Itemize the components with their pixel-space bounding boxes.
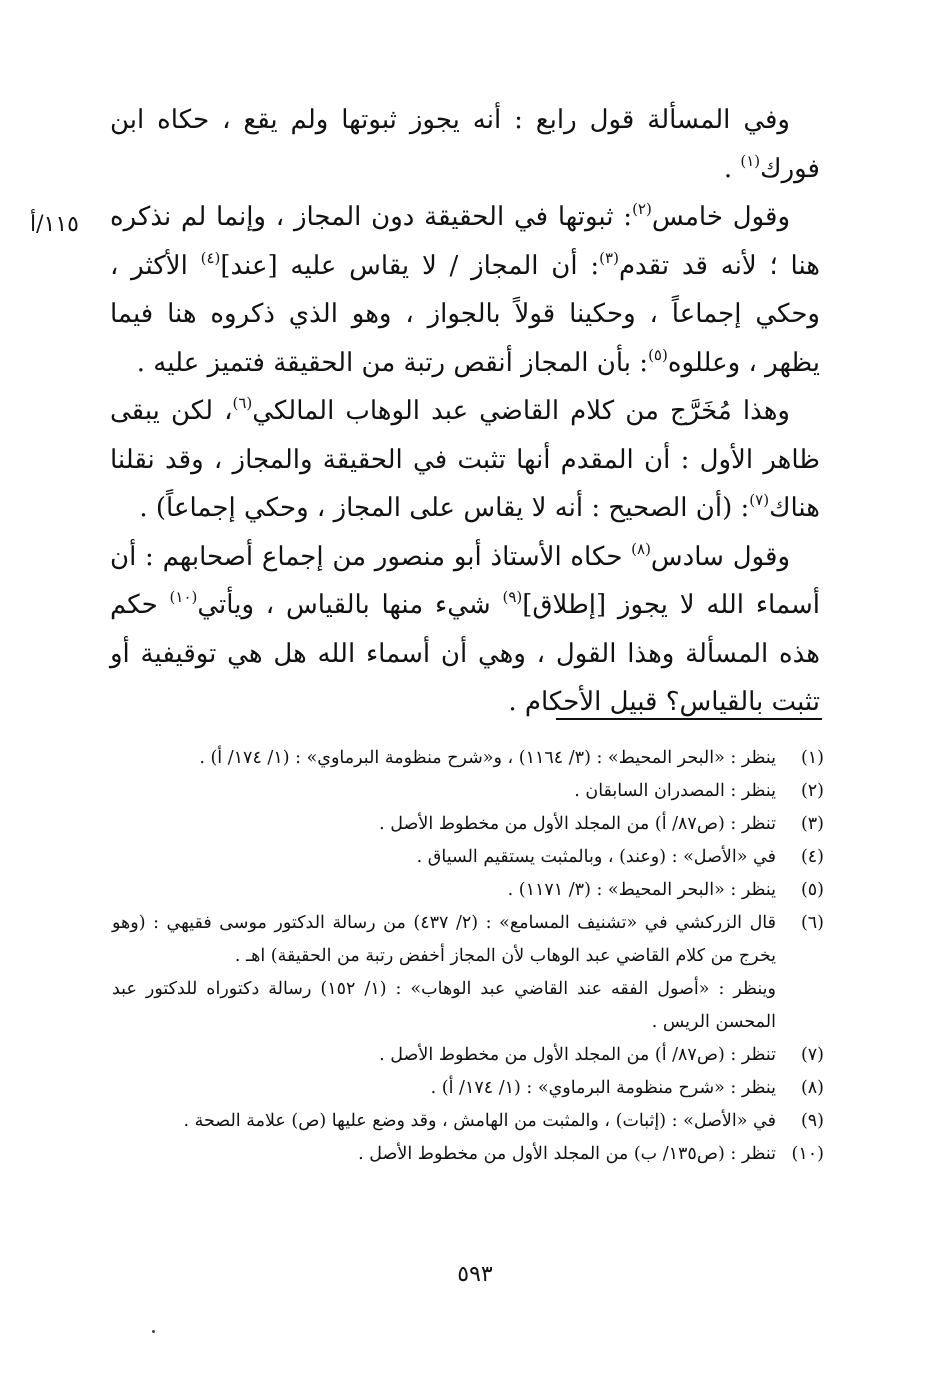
paragraph-1 <box>110 96 820 193</box>
footnote-line: ينظر : «شرح منظومة البرماوي» : (١/ ١٧٤/ أ) . <box>430 1078 776 1098</box>
footnote-number: (١٠) <box>791 1144 824 1164</box>
text-run: : ثبوتها في الحقيقة دون المجاز ، وإنما لم نذكره هنا ؛ لأنه قد تقدم <box>110 202 821 281</box>
footnote-marker: (٣) <box>599 248 619 267</box>
footnote-item <box>112 775 824 808</box>
main-text <box>110 96 820 727</box>
footnote-marker: (٩) <box>502 588 523 606</box>
text-run: ، لكن يبقى ظاهر الأول : أن المقدم أنها تثبت في الحقيقة والمجاز ، وقد نقلنا هناك <box>110 396 820 523</box>
footnote-marker: (٧) <box>749 491 770 509</box>
footnote-number: (٨) <box>800 1078 824 1098</box>
footnote-line: ينظر : «البحر المحيط» : (٣/ ١١٧١) . <box>507 880 776 900</box>
text-run: وقول خامس <box>651 202 791 232</box>
footnote-line: تنظر : (ص٨٧/ أ) من المجلد الأول من مخطوط الأصل . <box>379 1045 776 1065</box>
page-number: ٥٩٣ <box>457 1262 493 1287</box>
footnote-line: ينظر : المصدران السابقان . <box>574 781 776 801</box>
footnote-item <box>112 1039 824 1072</box>
footnote-line: في «الأصل» : (إثبات) ، والمثبت من الهامش ، وقد وضع عليها (ص) علامة الصحة . <box>183 1111 776 1131</box>
footnote-item <box>112 742 824 775</box>
manuscript-folio-reference: ١١٥/أ <box>30 212 79 237</box>
footnote-text <box>112 907 776 1039</box>
footnote-text <box>112 841 776 874</box>
footnote-item <box>112 1072 824 1105</box>
footnote-number: (٩) <box>800 1111 824 1131</box>
paragraph-2 <box>110 193 820 387</box>
footnote-text <box>112 808 776 841</box>
footnote-item <box>112 1138 824 1171</box>
footnote-text <box>112 874 776 907</box>
text-run: وهذا مُخَرَّج من كلام القاضي عبد الوهاب المالكي <box>252 396 790 426</box>
footnote-number: (٣) <box>800 814 824 834</box>
text-run: : بأن المجاز أنقص رتبة من الحقيقة فتميز عليه . <box>136 347 649 378</box>
footnote-text <box>112 1072 776 1105</box>
footnote-line: في «الأصل» : (وعند) ، وبالمثبت يستقيم السياق . <box>416 847 776 867</box>
text-run: : (أن الصحيح : أنه لا يقاس على المجاز ، وحكي إجماعاً) . <box>139 493 750 523</box>
footnote-number: (٦) <box>800 913 824 933</box>
footnote-marker: (١٠) <box>169 588 198 606</box>
footnote-divider <box>556 718 822 720</box>
text-run: وقول سادس <box>650 541 790 572</box>
text-run: وفي المسألة قول رابع : أنه يجوز ثبوتها ولم يقع ، حكاه ابن فورك <box>110 105 820 184</box>
footnote-item <box>112 841 824 874</box>
text-run: حكاه الأستاذ أبو منصور من إجماع أصحابهم : أن أسماء الله لا يجوز [إطلاق] <box>110 541 821 620</box>
footnote-item <box>112 907 824 1039</box>
footnote-text <box>112 1138 776 1171</box>
footnote-text <box>112 1105 776 1138</box>
footnote-number: (٧) <box>800 1045 824 1065</box>
text-run: . <box>723 153 741 184</box>
scan-speck <box>152 1330 155 1333</box>
footnote-number: (٥) <box>800 880 824 900</box>
paragraph-4 <box>110 533 820 727</box>
footnote-number: (١) <box>800 748 824 768</box>
text-run: : أن المجاز / لا يقاس عليه [عند] <box>220 250 600 281</box>
footnote-line: وينظر : «أصول الفقه عند القاضي عبد الوهاب» : (١/ ١٥٢) رسالة دكتوراه للدكتور عبد المحسن الريس . <box>112 979 776 1032</box>
text-run: الأكثر ، وحكي إجماعاً ، وحكينا قولاً بالجواز ، وهو الذي ذكروه هنا فيما يظهر ، وعللوه <box>110 250 820 378</box>
footnote-number: (٢) <box>800 781 824 801</box>
text-run: حكم هذه المسألة وهذا القول ، وهي أن أسماء الله هل هي توقيفية أو تثبت بالقياس؟ قبيل الأحكام . <box>110 590 820 717</box>
footnote-item <box>112 1105 824 1138</box>
paragraph-3 <box>110 387 820 533</box>
text-run: شيء منها بالقياس ، ويأتي <box>197 590 503 620</box>
footnote-text <box>112 775 776 808</box>
footnote-marker: (٥) <box>648 345 668 364</box>
footnote-marker: (٨) <box>631 539 651 558</box>
footnote-line: تنظر : (ص١٣٥/ ب) من المجلد الأول من مخطوط الأصل . <box>358 1144 776 1164</box>
footnote-marker: (٦) <box>232 394 253 412</box>
footnote-line: قال الزركشي في «تشنيف المسامع» : (٢/ ٤٣٧) من رسالة الدكتور موسى فقيهي : (وهو يخرج من كلام القاضي عبد الوهاب لأن المجاز أخفض رتبة من الحقيقة) اهـ . <box>112 913 776 966</box>
footnote-text <box>112 1039 776 1072</box>
footnotes <box>112 742 824 1171</box>
footnote-line: ينظر : «البحر المحيط» : (٣/ ١١٦٤) ، و«شرح منظومة البرماوي» : (١/ ١٧٤/ أ) . <box>199 748 776 768</box>
footnote-line: تنظر : (ص٨٧/ أ) من المجلد الأول من مخطوط الأصل . <box>379 814 776 834</box>
footnote-number: (٤) <box>800 847 824 867</box>
footnote-item <box>112 808 824 841</box>
footnote-marker: (١) <box>740 151 761 170</box>
footnote-item <box>112 874 824 907</box>
footnote-marker: (٢) <box>632 200 652 218</box>
footnote-text <box>112 742 776 775</box>
footnote-marker: (٤) <box>200 248 221 267</box>
